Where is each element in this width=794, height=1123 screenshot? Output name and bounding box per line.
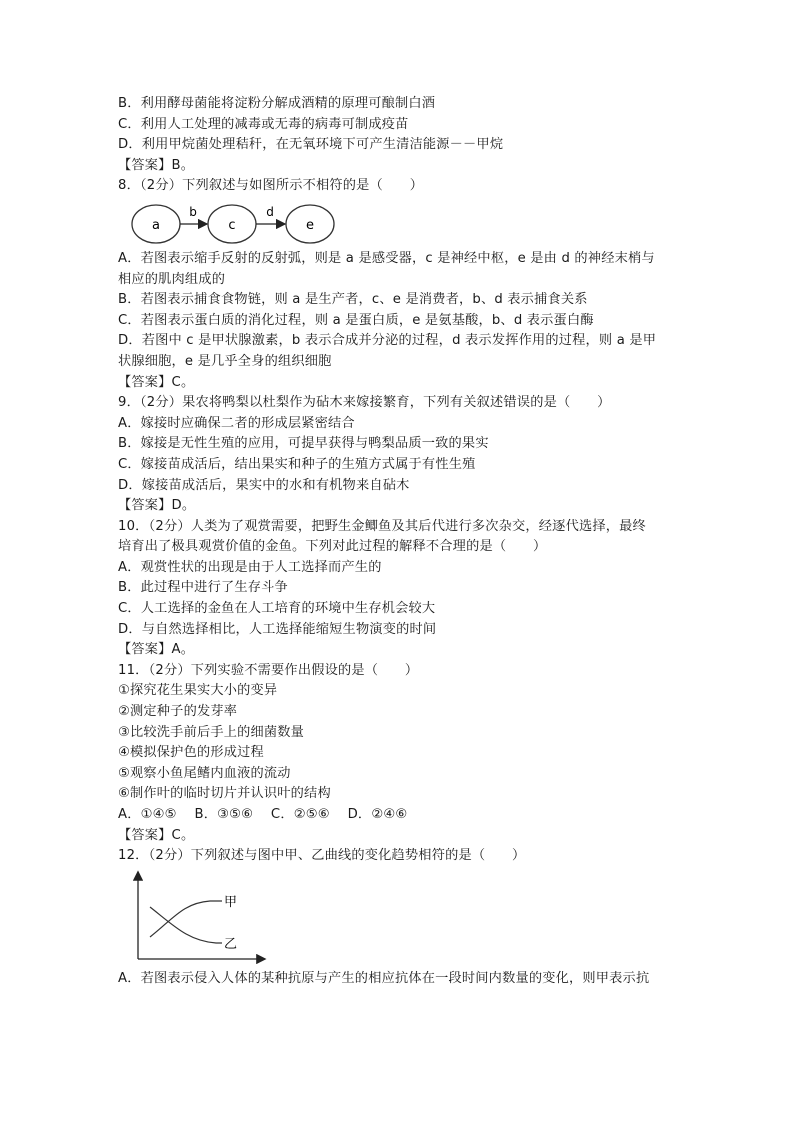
text-line: D．与自然选择相比，人工选择能缩短生物演变的时间	[118, 621, 437, 637]
text-line: A．嫁接时应确保二者的形成层紧密结合	[118, 415, 355, 431]
option-line: A．若图表示缩手反射的反射弧，则是 a 是感受器，c 是神经中枢，e 是由 d 的神经末梢与	[118, 250, 655, 266]
curve-label-jia: 甲	[224, 894, 238, 910]
option-line: C．若图表示蛋白质的消化过程，则 a 是蛋白质，e 是氨基酸，b、d 表示蛋白酶	[118, 312, 594, 328]
node-label-a: a	[152, 217, 160, 233]
question-7-tail	[118, 94, 688, 176]
answer-line: 【答案】C。	[118, 374, 195, 390]
answer-line: 【答案】B。	[118, 157, 195, 173]
question-stem: 8．（2分）下列叙述与如图所示不相符的是（ ）	[118, 178, 424, 194]
answer-line: 【答案】D。	[118, 498, 196, 514]
text-line: D．嫁接苗成活后，果实中的水和有机物来自砧木	[118, 477, 410, 493]
text-line: B．利用酵母菌能将淀粉分解成酒精的原理可酿制白酒	[118, 96, 436, 111]
text-line: C．人工选择的金鱼在人工培育的环境中生存机会较大	[118, 601, 436, 617]
option-line: 状腺细胞，e 是几乎全身的组织细胞	[118, 353, 332, 369]
arrow-label-d: d	[266, 204, 274, 219]
text-line: B．此过程中进行了生存斗争	[118, 580, 288, 596]
questions-9-to-12	[118, 393, 688, 867]
flow-diagram-svg	[118, 197, 348, 249]
curve-jia	[150, 901, 222, 937]
option-line: B．若图表示捕食食物链，则 a 是生产者，c、e 是消费者，b、d 表示捕食关系	[118, 292, 588, 308]
text-line: ②测定种子的发芽率	[118, 704, 238, 720]
text-line: ③比较洗手前后手上的细菌数量	[118, 724, 305, 740]
text-line: B．嫁接是无性生殖的应用，可提早获得与鸭梨品质一致的果实	[118, 436, 489, 452]
text-line: ①探究花生果实大小的变异	[118, 683, 278, 699]
text-line: ⑥制作叶的临时切片并认识叶的结构	[118, 786, 331, 802]
text-line: 9．（2分）果农将鸭梨以杜梨作为砧木来嫁接繁育，下列有关叙述错误的是（ ）	[118, 395, 611, 411]
arrow-label-b: b	[189, 204, 197, 219]
text-line: A．观赏性状的出现是由于人工选择而产生的	[118, 559, 382, 575]
text-line: C．嫁接苗成活后，结出果实和种子的生殖方式属于有性生殖	[118, 456, 476, 472]
curve-yi	[150, 907, 222, 943]
document-page	[118, 94, 688, 989]
question-12-figure	[118, 867, 688, 969]
node-label-c: c	[228, 217, 236, 233]
text-line: ⑤观察小鱼尾鳍内血液的流动	[118, 765, 291, 781]
curve-graph-svg	[118, 867, 278, 969]
option-line: D．若图中 c 是甲状腺激素，b 表示合成并分泌的过程，d 表示发挥作用的过程，则 a 是甲	[118, 333, 657, 349]
answer-line: 【答案】A。	[118, 642, 195, 658]
option-line: 相应的肌肉组成的	[118, 271, 226, 287]
flow-diagram	[118, 197, 688, 249]
option-line: A．若图表示侵入人体的某种抗原与产生的相应抗体在一段时间内数量的变化，则甲表示抗	[118, 970, 650, 986]
text-line: D．利用甲烷菌处理秸秆，在无氧环境下可产生清洁能源－－甲烷	[118, 137, 504, 153]
options-line: A．①④⑤ B．③⑤⑥ C．②⑤⑥ D．②④⑥	[118, 807, 408, 822]
answer-line: 【答案】C。	[118, 827, 195, 843]
text-line: ④模拟保护色的形成过程	[118, 745, 264, 761]
question-8	[118, 176, 688, 393]
text-line: 培育出了极具观赏价值的金鱼。下列对此过程的解释不合理的是（ ）	[118, 539, 547, 555]
node-label-e: e	[306, 217, 314, 233]
text-line: 10．（2分）人类为了观赏需要，把野生金鲫鱼及其后代进行多次杂交，经逐代选择，最终	[118, 518, 646, 534]
curve-label-yi: 乙	[224, 936, 238, 952]
text-line: C．利用人工处理的减毒或无毒的病毒可制成疫苗	[118, 116, 409, 132]
text-line: 11．（2分）下列实验不需要作出假设的是（ ）	[118, 662, 419, 678]
question-stem: 12．（2分）下列叙述与图中甲、乙曲线的变化趋势相符的是（ ）	[118, 848, 526, 864]
